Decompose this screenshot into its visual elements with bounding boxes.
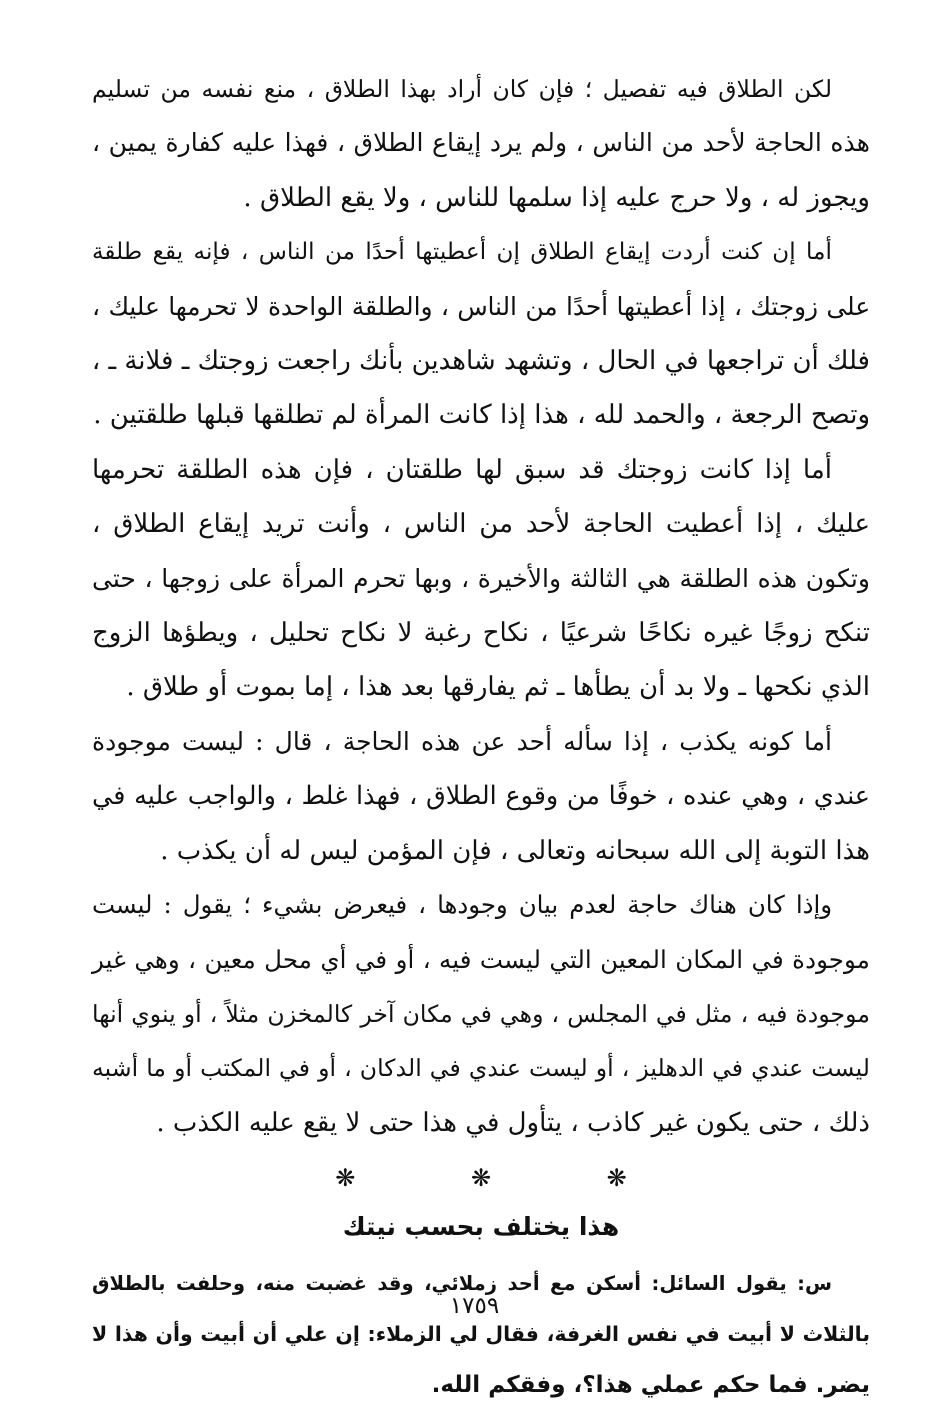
text-line: أما إن كنت أردت إيقاع الطلاق إن أعطيتها أحدًا من الناس ، فإنه يقع طلقة [92, 238, 832, 266]
text-line: ليست عندي في الدهليز ، أو ليست عندي في الدكان ، أو في المكتب أو ما أشبه [92, 1054, 870, 1083]
section-separator: ❋ ❋ ❋ [335, 1164, 681, 1193]
text-line: موجودة فيه ، مثل في المجلس ، وهي في مكان آخر كالمخزن مثلاً ، أو ينوي أنها [92, 999, 870, 1028]
text-line: لكن الطلاق فيه تفصيل ؛ فإن كان أراد بهذا الطلاق ، منع نفسه من تسليم [92, 75, 832, 103]
question-line: يضر. فما حكم عملي هذا؟، وفقكم الله. [431, 1372, 870, 1399]
question-line: بالثلاث لا أبيت في نفس الغرفة، فقال لي الزملاء: إن علي أن أبيت وأن هذا لا [92, 1322, 870, 1347]
paragraph-2 [92, 225, 870, 443]
page-body [91, 62, 870, 1399]
text-line: هذه الحاجة لأحد من الناس ، ولم يرد إيقاع الطلاق ، فهذا عليه كفارة يمين ، [92, 128, 870, 158]
paragraph-3 [92, 443, 870, 715]
text-line: ذلك ، حتى يكون غير كاذب ، يتأول في هذا حتى لا يقع عليه الكذب . [156, 1107, 870, 1138]
section-heading: هذا يختلف بحسب نيتك [342, 1212, 620, 1242]
text-line: أما كونه يكذب ، إذا سأله أحد عن هذه الحاجة ، قال : ليست موجودة [92, 726, 832, 756]
text-line: وإذا كان هناك حاجة لعدم بيان وجودها ، فيعرض بشيء ؛ يقول : ليست [92, 890, 832, 920]
text-line: وتصح الرجعة ، والحمد لله ، هذا إذا كانت المرأة لم تطلقها قبلها طلقتين . [93, 400, 870, 431]
text-line: الذي نكحها ـ ولا بد أن يطأها ـ ثم يفارقها بعد هذا ، إما بموت أو طلاق . [126, 672, 870, 703]
text-line: عندي ، وهي عنده ، خوفًا من وقوع الطلاق ، فهذا غلط ، والواجب عليه في [92, 781, 870, 812]
text-line: هذا التوبة إلى الله سبحانه وتعالى ، فإن المؤمن ليس له أن يكذب . [160, 835, 870, 866]
text-line: موجودة في المكان المعين التي ليست فيه ، أو في أي محل معين ، وهي غير [92, 944, 870, 974]
paragraph-4 [92, 715, 870, 878]
paragraph-1 [92, 62, 870, 225]
text-line: عليك ، إذا أعطيت الحاجة لأحد من الناس ، وأنت تريد إيقاع الطلاق ، [92, 509, 870, 540]
text-line: فلك أن تراجعها في الحال ، وتشهد شاهدين بأنك راجعت زوجتك ـ فلانة ـ ، [91, 346, 870, 377]
text-line: على زوجتك ، إذا أعطيتها أحدًا من الناس ، والطلقة الواحدة لا تحرمها عليك ، [92, 291, 870, 321]
question-paragraph [92, 1258, 870, 1411]
page-number: ١٧٥٩ [449, 1293, 500, 1319]
text-line: وتكون هذه الطلقة هي الثالثة والأخيرة ، وبها تحرم المرأة على زوجها ، حتى [92, 563, 870, 593]
text-line: تنكح زوجًا غيره نكاحًا شرعيًا ، نكاح رغبة لا نكاح تحليل ، ويطؤها الزوج [92, 618, 870, 649]
question-line: س: يقول السائل: أسكن مع أحد زملائي، وقد غضبت منه، وحلفت بالطلاق [92, 1272, 832, 1296]
text-line: أما إذا كانت زوجتك قد سبق لها طلقتان ، فإن هذه الطلقة تحرمها [92, 454, 832, 485]
paragraph-5 [92, 878, 870, 1150]
text-line: ويجوز له ، ولا حرج عليه إذا سلمها للناس ، ولا يقع الطلاق . [243, 182, 870, 213]
